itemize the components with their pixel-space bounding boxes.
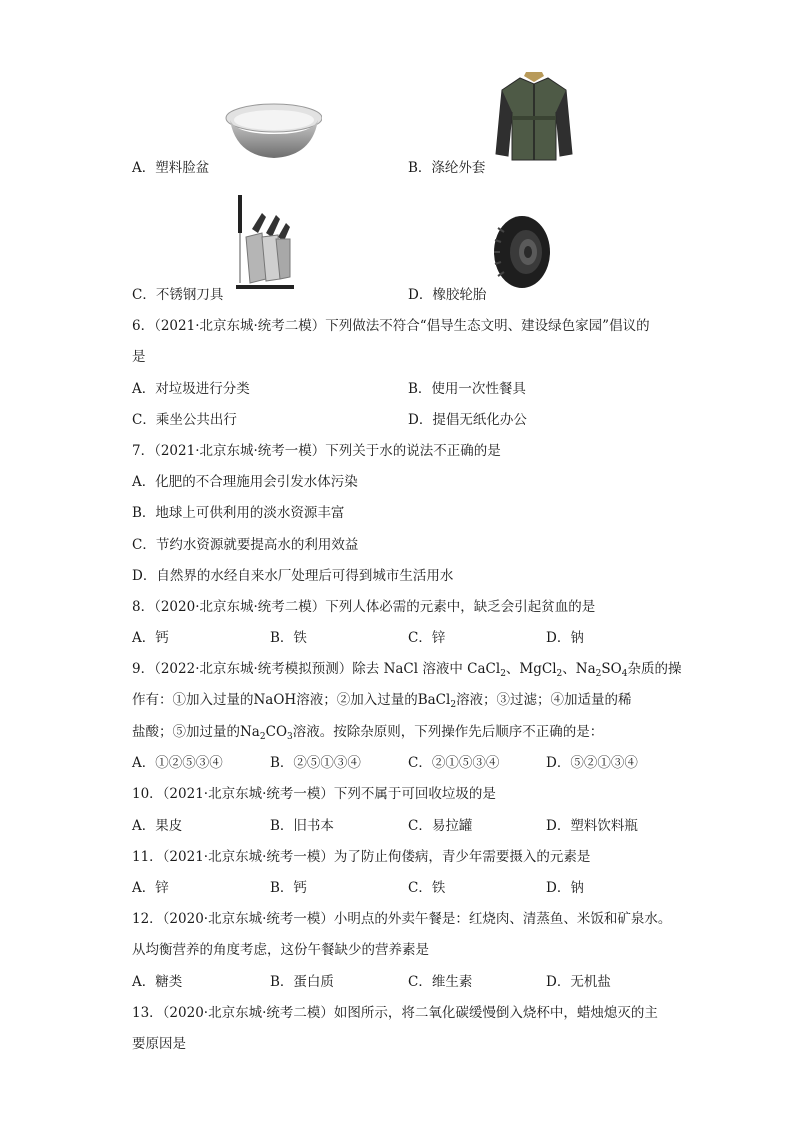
- q8-option-c: C．锌: [408, 630, 446, 646]
- q12-stem-line2: 从均衡营养的角度考虑，这份午餐缺少的营养素是: [132, 942, 429, 958]
- q10-stem: 10．（2021·北京东城·统考一模）下列不属于可回收垃圾的是: [132, 786, 496, 802]
- q5-option-b: B．涤纶外套: [408, 160, 486, 176]
- q11-option-a: A．锌: [132, 880, 169, 896]
- q6-option-a: A．对垃圾进行分类: [132, 381, 250, 397]
- q13-stem-line1: 13．（2020·北京东城·统考二模）如图所示，将二氧化碳缓慢倒入烧杯中，蜡烛熄灭的主: [132, 1005, 658, 1021]
- q11-option-d: D．钠: [546, 880, 584, 896]
- q8-option-d: D．钠: [546, 630, 584, 646]
- q7-option-a: A．化肥的不合理施用会引发水体污染: [132, 474, 358, 490]
- q6-option-b: B．使用一次性餐具: [408, 381, 526, 397]
- q5-option-a: A．塑料脸盆: [132, 160, 210, 176]
- q6-stem-line2: 是: [132, 349, 146, 365]
- polyester-jacket-image: [494, 72, 574, 164]
- q9-option-a: A．①②⑤③④: [132, 755, 223, 771]
- q11-option-b: B．钙: [270, 880, 307, 896]
- q6-stem-line1: 6．（2021·北京东城·统考二模）下列做法不符合“倡导生态文明、建设绿色家园”倡议的: [132, 318, 650, 334]
- q10-option-a: A．果皮: [132, 818, 183, 834]
- q8-stem: 8．（2020·北京东城·统考二模）下列人体必需的元素中，缺乏会引起贫血的是: [132, 599, 596, 615]
- q7-option-c: C．节约水资源就要提高水的利用效益: [132, 537, 359, 553]
- q12-option-a: A．糖类: [132, 974, 183, 990]
- plastic-basin-image: [222, 100, 322, 162]
- q8-option-b: B．铁: [270, 630, 307, 646]
- q7-stem: 7．（2021·北京东城·统考一模）下列关于水的说法不正确的是: [132, 443, 501, 459]
- q5-option-d: D．橡胶轮胎: [408, 287, 487, 303]
- q7-option-d: D．自然界的水经自来水厂处理后可得到城市生活用水: [132, 568, 454, 584]
- q5-option-c: C．不锈钢刀具: [132, 287, 224, 303]
- q12-option-c: C．维生素: [408, 974, 473, 990]
- q9-stem-line3: 盐酸；⑤加过量的$Na_2CO_3$溶液。按除杂原则，下列操作先后顺序不正确的是：: [132, 724, 604, 742]
- q11-stem: 11．（2021·北京东城·统考一模）为了防止佝偻病，青少年需要摄入的元素是: [132, 849, 591, 865]
- q9-option-c: C．②①⑤③④: [408, 755, 500, 771]
- q13-stem-line2: 要原因是: [132, 1036, 186, 1052]
- q6-option-d: D．提倡无纸化办公: [408, 412, 527, 428]
- q12-option-d: D．无机盐: [546, 974, 611, 990]
- rubber-tire-image: [490, 214, 552, 290]
- q9-stem-line1: 9．（2022·北京东城·统考模拟预测）除去 NaCl 溶液中 CaCl$_2$、MgCl$_2$、$Na_2SO_4$杂质的操: [132, 661, 682, 679]
- q11-option-c: C．铁: [408, 880, 446, 896]
- stainless-knife-image: [232, 193, 296, 295]
- q8-option-a: A．钙: [132, 630, 169, 646]
- q12-stem-line1: 12．（2020·北京东城·统考一模）小明点的外卖午餐是：红烧肉、清蒸鱼、米饭和矿泉水。: [132, 911, 672, 927]
- q6-option-c: C．乘坐公共出行: [132, 412, 237, 428]
- q9-stem-line2: 作有：①加入过量的NaOH溶液；②加入过量的BaCl$_2$溶液；③过滤；④加适量的稀: [132, 692, 632, 710]
- q12-option-b: B．蛋白质: [270, 974, 334, 990]
- q9-option-d: D．⑤②①③④: [546, 755, 638, 771]
- q7-option-b: B．地球上可供利用的淡水资源丰富: [132, 505, 345, 521]
- q10-option-d: D．塑料饮料瓶: [546, 818, 638, 834]
- q10-option-b: B．旧书本: [270, 818, 334, 834]
- q9-option-b: B．②⑤①③④: [270, 755, 361, 771]
- q10-option-c: C．易拉罐: [408, 818, 473, 834]
